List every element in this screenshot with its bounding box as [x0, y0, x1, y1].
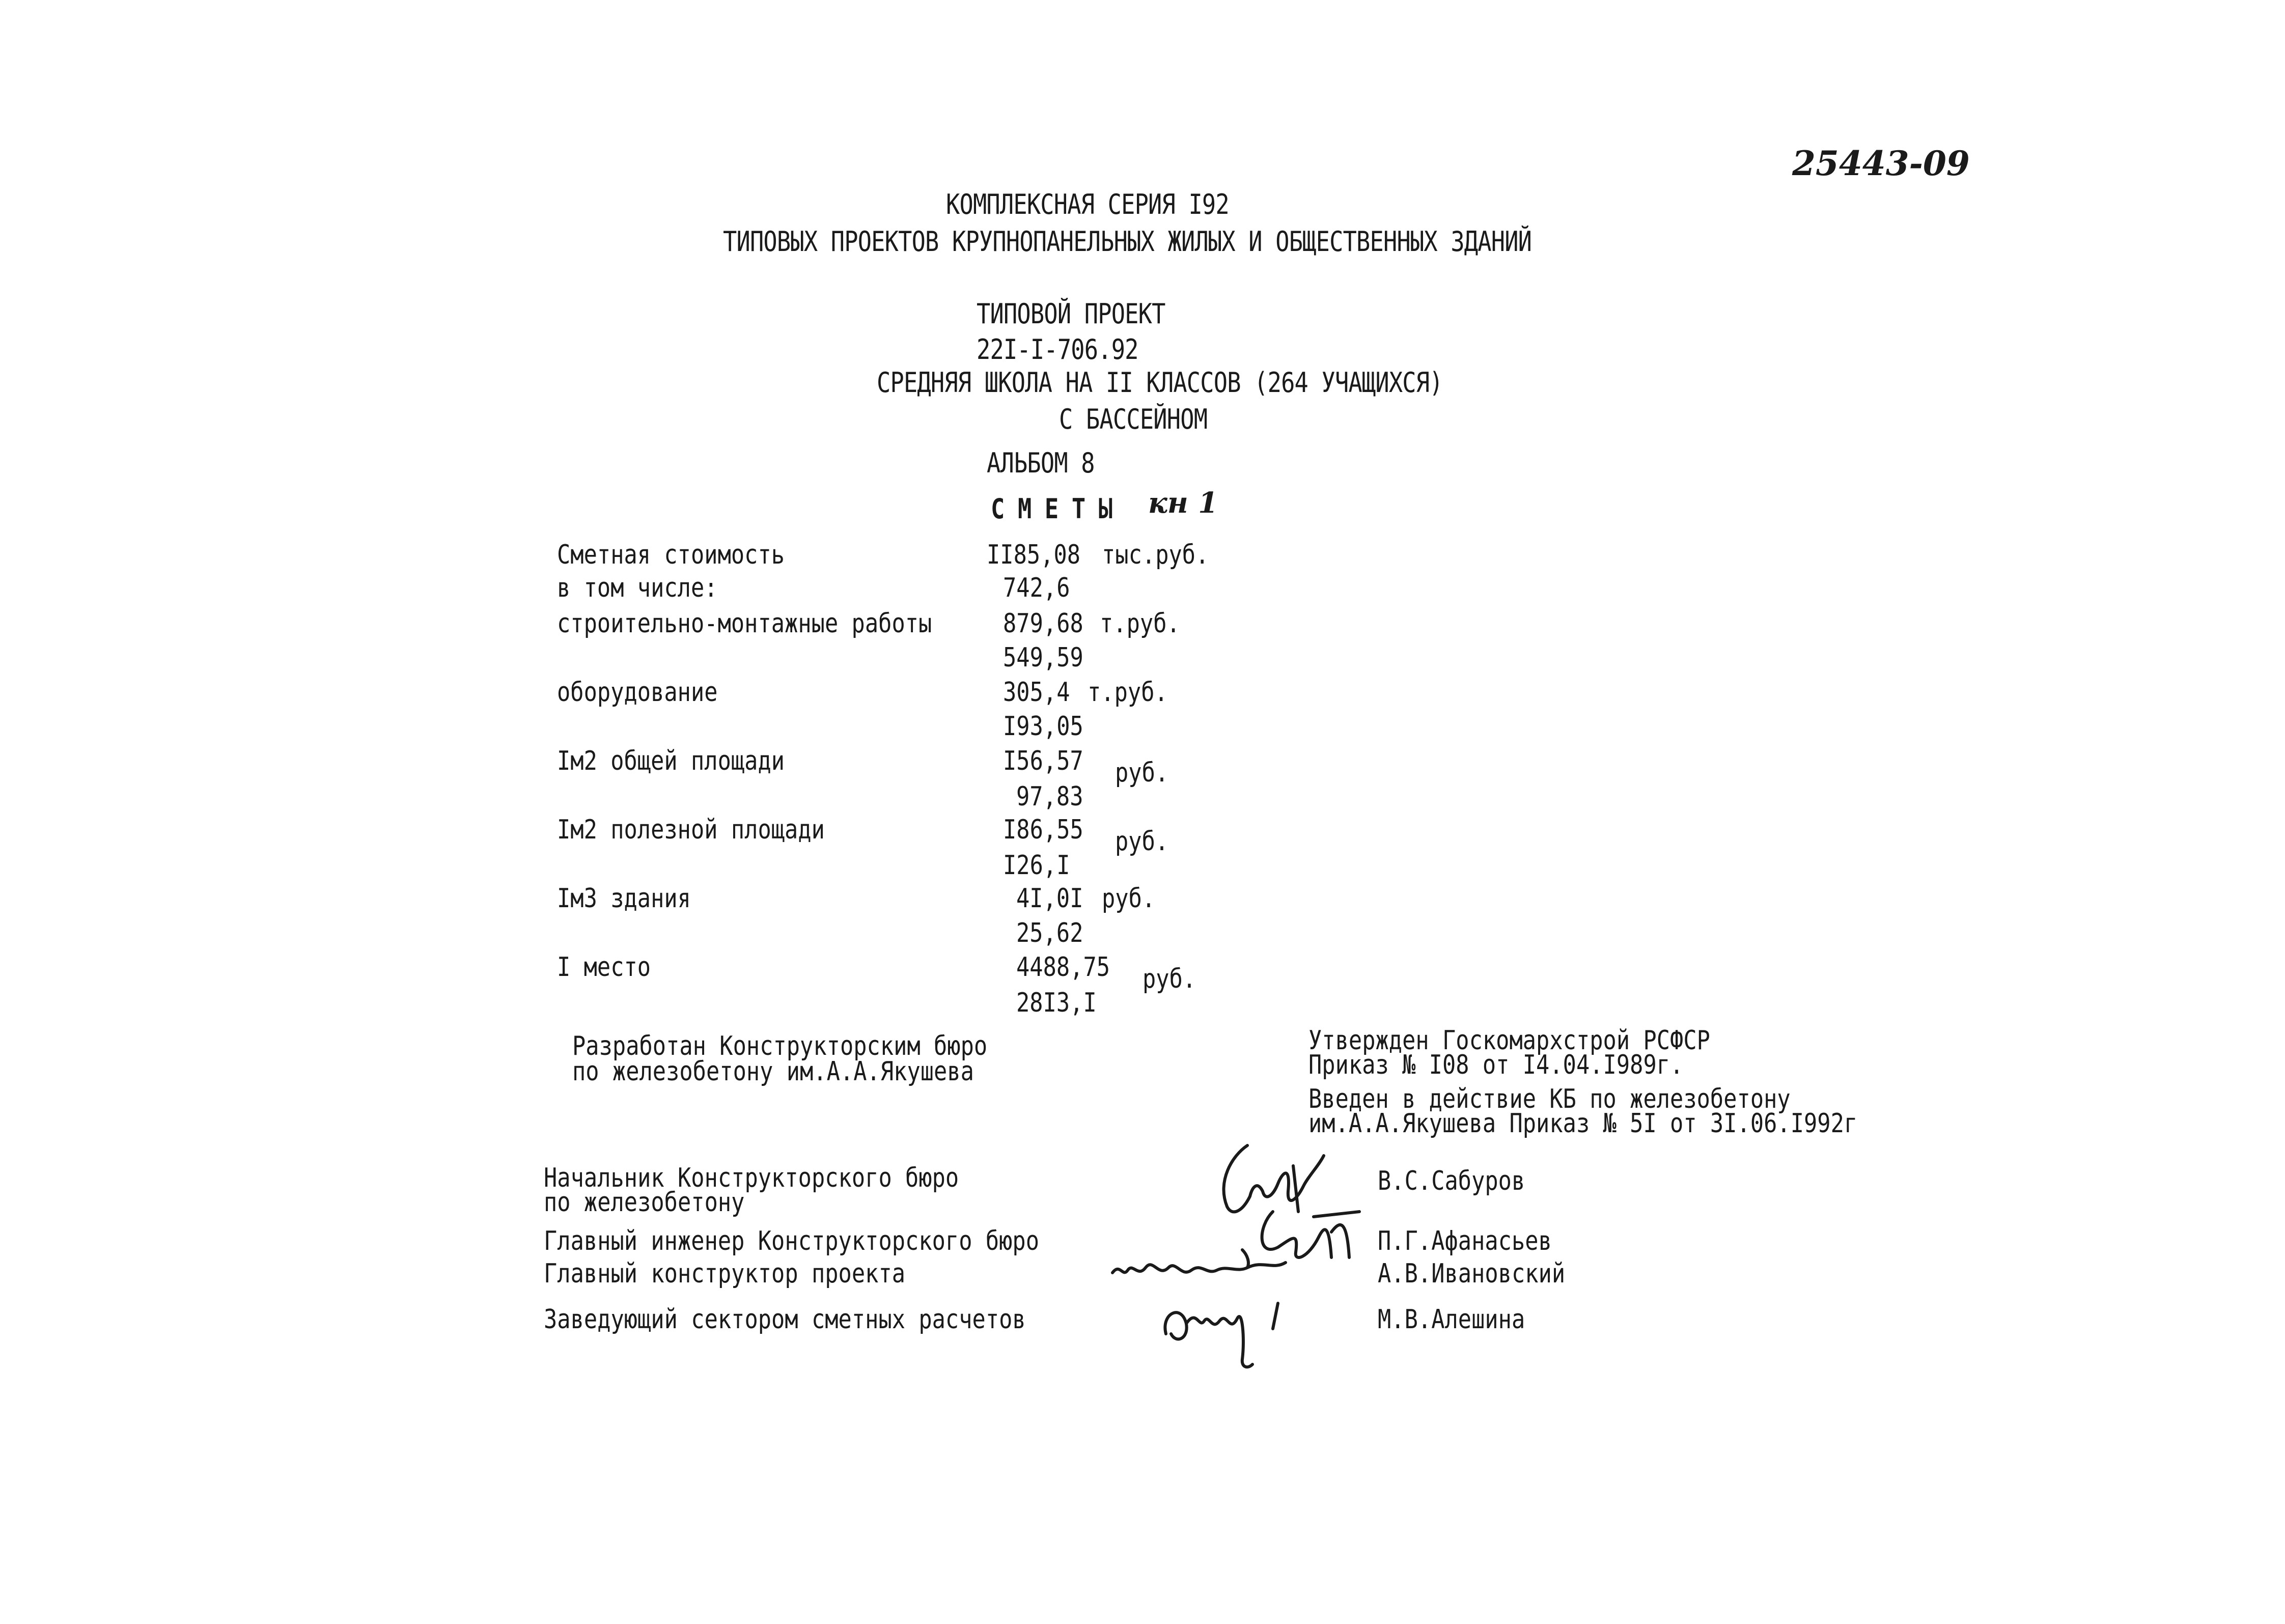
book-number-handwritten: кн 1 — [1148, 486, 1218, 520]
signatory-position: Главный конструктор проекта — [544, 1258, 906, 1289]
approval-block — [1308, 1084, 1962, 1139]
cost-value: 305,4 — [1003, 677, 1070, 708]
signature-ivanovsky — [1110, 1242, 1293, 1288]
cost-label: I место — [557, 952, 651, 983]
cost-value: 4488,75 — [1016, 952, 1110, 983]
cost-label: оборудование — [557, 677, 718, 708]
project-type: ТИПОВОЙ ПРОЕКТ — [977, 298, 1165, 330]
project-name: СРЕДНЯЯ ШКОЛА НА II КЛАССОВ (264 УЧАЩИХСЯ) — [877, 367, 1443, 399]
signatory-name: М.В.Алешина — [1378, 1304, 1525, 1335]
cost-value: II85,08 — [987, 540, 1081, 570]
developer-line: Разработан Конструкторским бюро — [572, 1031, 988, 1061]
cost-unit: руб. — [1115, 826, 1169, 857]
approval-line: Приказ № I08 от I4.04.I989г. — [1308, 1050, 1684, 1080]
project-number: 22I-I-706.92 — [977, 333, 1138, 366]
cost-value: I86,55 — [1003, 815, 1083, 845]
cost-unit: руб. — [1102, 883, 1156, 914]
cost-value-secondary: I26,I — [1003, 850, 1070, 881]
signatory-position: Заведующий сектором сметных расчетов — [544, 1304, 1026, 1335]
cost-value-secondary: 25,62 — [1016, 918, 1083, 948]
cost-label: в том числе: — [557, 573, 718, 603]
cost-unit: тыс.руб. — [1102, 540, 1209, 570]
approval-line: Введен в действие КБ по железобетону — [1308, 1084, 1791, 1114]
cost-value-secondary: 742,6 — [1003, 573, 1070, 603]
signatory-position: Начальник Конструкторского бюро по железобетону — [544, 1163, 959, 1218]
signature-aleshina — [1151, 1283, 1293, 1375]
cost-unit: руб. — [1142, 964, 1196, 994]
cost-value-secondary: 549,59 — [1003, 642, 1083, 673]
project-name-line2: С БАССЕЙНОМ — [1059, 403, 1208, 435]
cost-value-secondary: I93,05 — [1003, 711, 1083, 742]
approval-line: им.А.А.Якушева Приказ № 5I от 3I.06.I992г — [1308, 1108, 1858, 1139]
signatory-name: П.Г.Афанасьев — [1378, 1226, 1552, 1256]
cost-value-secondary: 97,83 — [1016, 781, 1083, 812]
signatory-name: А.В.Ивановский — [1378, 1258, 1566, 1289]
section-title: С М Е Т Ы — [991, 493, 1112, 525]
signatory-name: В.С.Сабуров — [1378, 1166, 1525, 1196]
series-title: КОМПЛЕКСНАЯ СЕРИЯ I92 — [946, 188, 1229, 220]
developer-line: по железобетону им.А.А.Якушева — [572, 1056, 974, 1087]
album-label: АЛЬБОМ 8 — [987, 447, 1095, 479]
cost-label: Сметная стоимость — [557, 540, 785, 570]
cost-value: 4I,0I — [1016, 883, 1083, 914]
cost-label: Iм2 полезной площади — [557, 815, 825, 845]
approval-line: Утвержден Госкомархстрой РСФСР — [1308, 1025, 1710, 1056]
cost-unit: руб. — [1115, 758, 1169, 788]
cost-value: 879,68 — [1003, 608, 1083, 639]
cost-label: строительно-монтажные работы — [557, 608, 932, 639]
archive-number: 25443-09 — [1792, 144, 1970, 183]
signatory-position: Главный инженер Конструкторского бюро — [544, 1226, 1040, 1256]
cost-unit: т.руб. — [1088, 677, 1168, 708]
series-subtitle: ТИПОВЫХ ПРОЕКТОВ КРУПНОПАНЕЛЬНЫХ ЖИЛЫХ И ОБЩЕСТВЕННЫХ ЗДАНИЙ — [723, 226, 1532, 258]
developer-block — [572, 1031, 1067, 1087]
approval-block — [1308, 1025, 1787, 1080]
cost-value: I56,57 — [1003, 746, 1083, 776]
cost-unit: т.руб. — [1100, 608, 1180, 639]
cost-label: Iм3 здания — [557, 883, 691, 914]
cost-value-secondary: 28I3,I — [1016, 988, 1097, 1018]
cost-label: Iм2 общей площади — [557, 746, 785, 776]
